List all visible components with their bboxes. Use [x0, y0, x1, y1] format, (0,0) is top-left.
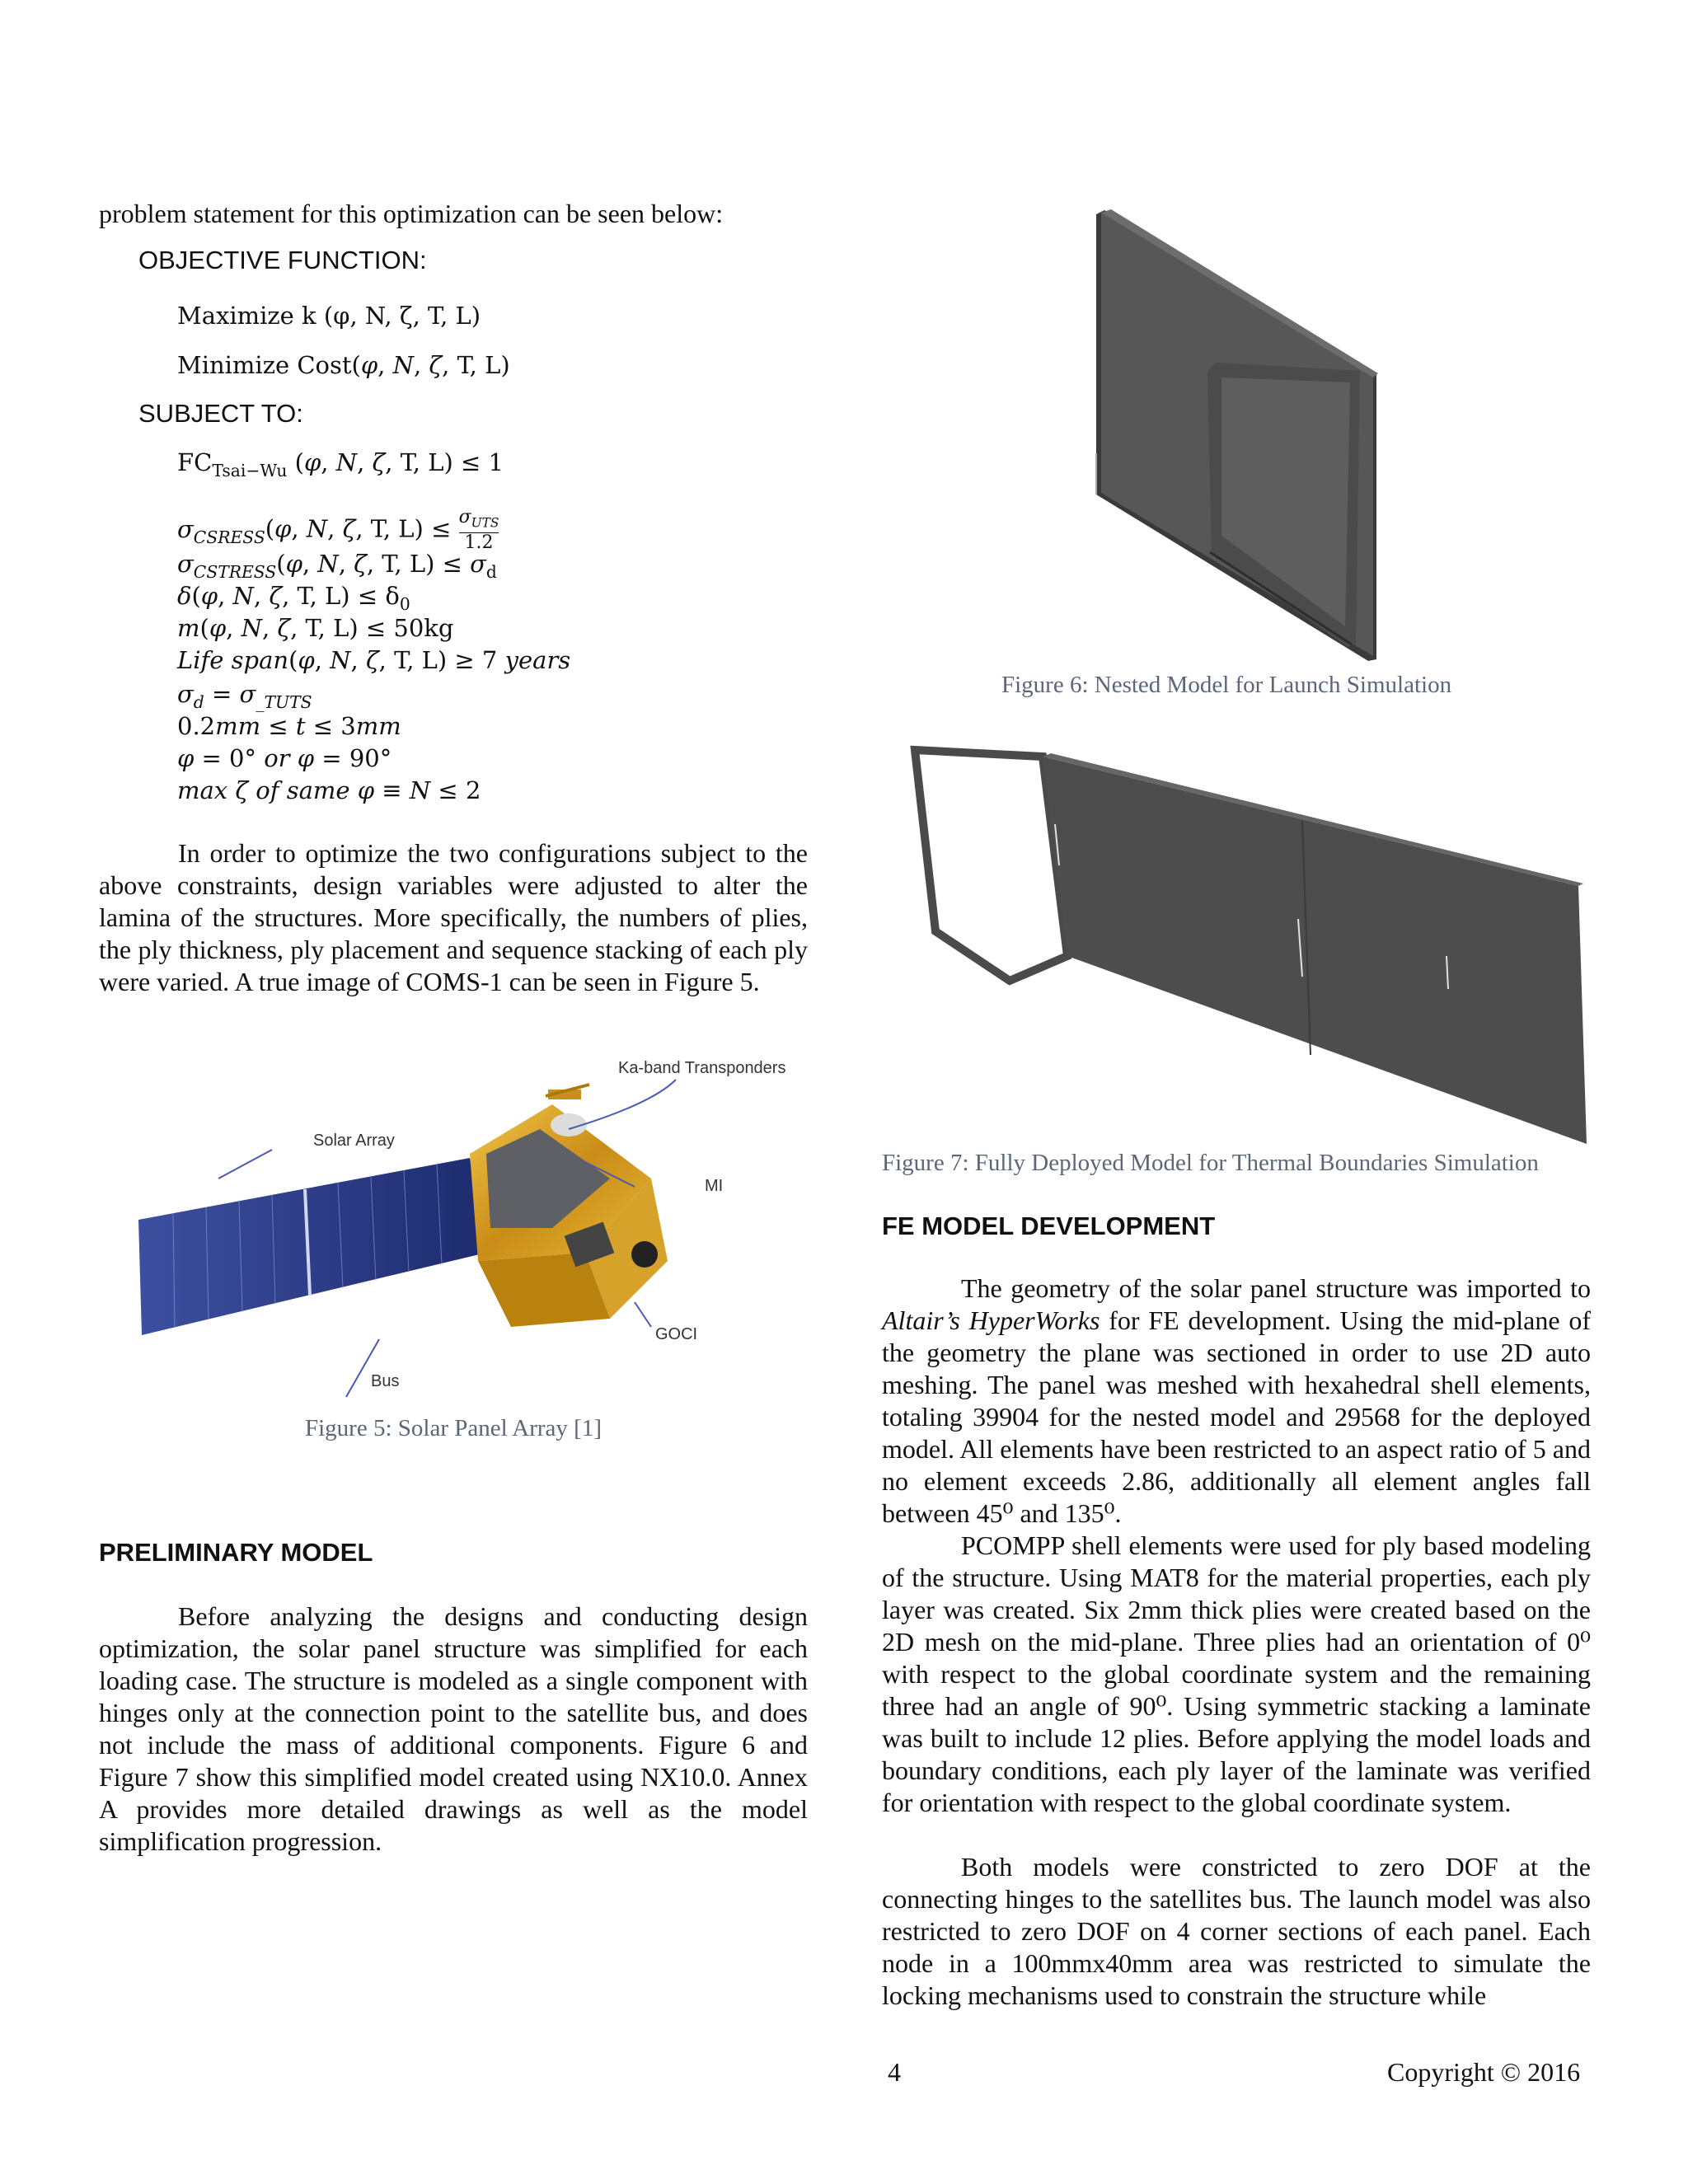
constraint-mass: m(φ, N, ζ, T, L) ≤ 50kg [177, 614, 454, 642]
label-ka-band: Ka-band Transponders [618, 1059, 786, 1077]
figure5-caption: Figure 5: Solar Panel Array [1] [304, 1415, 602, 1441]
constraint-life-span: Life span(φ, N, ζ, T, L) ≥ 7 years [177, 646, 571, 674]
figure5-satellite-image [124, 1055, 808, 1409]
constraint-compressive-stress: $\sigma_{CSRESS}(\varphi$, N, ζ, T, L) ≤ $\sigma_{UTS}$ 1.2 [177, 507, 499, 554]
copyright: Copyright © 2016 [1387, 2057, 1581, 2087]
constraint-tensile-stress: $\sigma_{CSTRESS}(\varphi$, N, ζ, T, $L) \le \sigma_d$ [177, 550, 497, 582]
objective-heading: OBJECTIVE FUNCTION: [138, 246, 427, 274]
constraint-max-zeta: max ζ of same φ ≡ N ≤ 2 [177, 776, 481, 804]
constraint-orientation: φ = 0° or φ = 90° [177, 744, 392, 772]
section-heading-preliminary-model: PRELIMINARY MODEL [99, 1538, 373, 1567]
objective-minimize: Minimize Cost(φ, N, ζ, T, L) [177, 351, 510, 379]
page-number: 4 [888, 2057, 901, 2087]
paragraph-fe-geometry: The geometry of the solar panel structure was imported to Altair’s HyperWorks for FE development. Using the mid-plane of the geometry the plane was sectioned in order to use 2D auto meshing. The panel was meshed with hexahedral shell elements, totaling 39904 for the nested model and 29568 for the deployed model. All elements have been restricted to an aspect ratio of 5 and no element exceeds 2.86, additionally all element angles fall between 45⁰ and 135⁰. [882, 1273, 1592, 1528]
label-solar-array: Solar Array [313, 1132, 395, 1150]
intro-line: problem statement for this optimization can be seen below: [99, 199, 724, 228]
figure7-deployed-model-image [903, 742, 1587, 1154]
section-heading-fe-model: FE MODEL DEVELOPMENT [882, 1212, 1216, 1240]
objective-maximize: Maximize k (φ, N, ζ, T, L) [177, 302, 481, 330]
satellite-bus [470, 1085, 668, 1327]
paragraph-optimization: In order to optimize the two configurations subject to the above constraints, design variables were adjusted to alter the lamina of the structures. More specifically, the numbers of plies, the ply thickness, ply placement and sequence stacking of each ply were varied. A true image of COMS-1 can be seen in Figure 5. [99, 838, 808, 996]
subject-heading: SUBJECT TO: [138, 399, 303, 428]
label-bus: Bus [371, 1372, 400, 1390]
label-mi: MI [705, 1177, 724, 1195]
paragraph-pcompp: PCOMPP shell elements were used for ply based modeling of the structure. Using MAT8 for the material properties, each ply layer was created. Six 2mm thick plies were created based on the 2D mesh on the mid-plane. Three plies had an orientation of 0⁰ with respect to the global coordinate system and the remaining three had an angle of 90⁰. Using symmetric stacking a laminate was built to include 12 plies. Before applying the model loads and boundary conditions, each ply layer of the laminate was verified for orientation with respect to the global coordinate system. [882, 1530, 1591, 1817]
figure6-nested-model-image [1071, 206, 1401, 668]
constraint-thickness: 0.2mm ≤ t ≤ 3mm [177, 712, 401, 740]
solar-array-panel [138, 1158, 486, 1335]
paragraph-boundary-conditions: Both models were constricted to zero DOF at the connecting hinges to the satellites bus. The launch model was also restricted to zero DOF on 4 corner sections of each panel. Each node in a 100mmx40mm area was restricted to simulate the locking mechanisms used to constrain the structure while [882, 1852, 1591, 2010]
constraint-sigma-d: $\sigma_d = \sigma_{\_TUTS}$ [177, 680, 312, 712]
label-goci: GOCI [655, 1325, 698, 1343]
constraint-deflection: δ(φ, N, ζ, T, $L) \le \delta_0$ [177, 582, 410, 614]
paragraph-preliminary-model: Before analyzing the designs and conducting design optimization, the solar panel structure was simplified for each loading case. The structure is modeled as a single component with hinges only at the connection point to the satellite bus, and does not include the mass of additional components. Figure 6 and Figure 7 show this simplified model created using NX10.0. Annex A provides more detailed drawings as well as the model simplification progression. [99, 1601, 808, 1856]
figure6-caption: Figure 6: Nested Model for Launch Simulation [1001, 672, 1452, 698]
software-name: Altair’s HyperWorks [882, 1305, 1100, 1335]
constraint-tsai-wu: $FC_{Tsai-Wu}$ (φ, N, ζ, T, L) ≤ 1 [177, 448, 504, 480]
figure7-caption: Figure 7: Fully Deployed Model for Thermal Boundaries Simulation [882, 1150, 1539, 1176]
